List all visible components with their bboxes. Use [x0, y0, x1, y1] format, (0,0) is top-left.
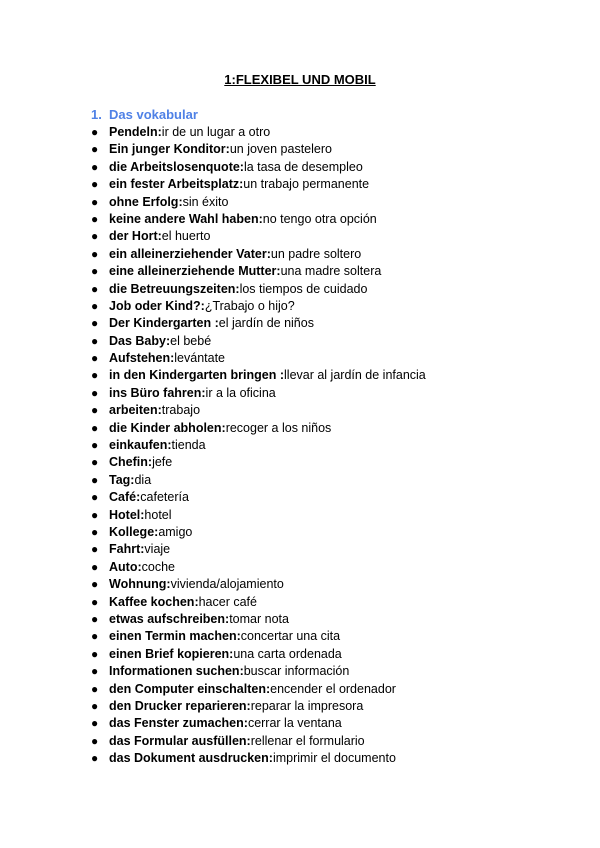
- german-term: ein alleinerziehender Vater:: [109, 246, 271, 261]
- german-term: Hotel:: [109, 507, 145, 522]
- spanish-translation: tienda: [171, 438, 206, 453]
- german-term: Chefin:: [109, 455, 153, 470]
- german-term: Aufstehen:: [109, 351, 175, 366]
- bullet-icon: ●: [91, 611, 99, 626]
- spanish-translation: reparar la impresora: [250, 698, 364, 713]
- german-term: Café:: [109, 490, 141, 505]
- bullet-icon: ●: [91, 455, 99, 470]
- spanish-translation: vivienda/alojamiento: [170, 577, 284, 592]
- vocab-entry: [109, 698, 363, 715]
- bullet-icon: ●: [91, 681, 99, 696]
- vocab-entry: [109, 594, 257, 611]
- bullet-icon: ●: [91, 177, 99, 192]
- spanish-translation: los tiempos de cuidado: [239, 281, 368, 296]
- german-term: ohne Erfolg:: [109, 194, 183, 209]
- spanish-translation: una carta ordenada: [233, 646, 342, 661]
- german-term: das Formular ausfüllen:: [109, 733, 251, 748]
- german-term: der Hort:: [109, 229, 162, 244]
- bullet-icon: ●: [91, 316, 99, 331]
- bullet-icon: ●: [91, 733, 99, 748]
- german-term: Der Kindergarten :: [109, 316, 219, 331]
- vocab-entry: [109, 350, 225, 367]
- spanish-translation: encender el ordenador: [270, 681, 396, 696]
- spanish-translation: hotel: [144, 507, 172, 522]
- vocab-entry: [109, 176, 369, 193]
- vocab-entry: [109, 524, 192, 541]
- spanish-translation: ir a la oficina: [205, 385, 276, 400]
- vocab-entry: [109, 315, 314, 332]
- vocab-entry: [109, 263, 381, 280]
- vocab-entry: [109, 159, 363, 176]
- bullet-icon: ●: [91, 577, 99, 592]
- spanish-translation: el bebé: [170, 333, 212, 348]
- bullet-icon: ●: [91, 716, 99, 731]
- german-term: das Fenster zumachen:: [109, 716, 248, 731]
- spanish-translation: levántate: [174, 351, 226, 366]
- vocab-entry: [109, 472, 151, 489]
- bullet-icon: ●: [91, 751, 99, 766]
- spanish-translation: un padre soltero: [270, 246, 362, 261]
- vocab-entry: [109, 715, 342, 732]
- german-term: einkaufen:: [109, 438, 172, 453]
- bullet-icon: ●: [91, 159, 99, 174]
- german-term: arbeiten:: [109, 403, 162, 418]
- german-term: keine andere Wahl haben:: [109, 211, 263, 226]
- vocab-entry: [109, 124, 270, 141]
- bullet-icon: ●: [91, 298, 99, 313]
- vocab-entry: [109, 281, 367, 298]
- bullet-icon: ●: [91, 542, 99, 557]
- german-term: Pendeln:: [109, 125, 162, 139]
- german-term: in den Kindergarten bringen :: [109, 368, 285, 383]
- vocab-entry: [109, 333, 211, 350]
- bullet-icon: ●: [91, 629, 99, 644]
- bullet-icon: ●: [91, 472, 99, 487]
- bullet-icon: ●: [91, 559, 99, 574]
- document-title: 1:FLEXIBEL UND MOBIL: [224, 72, 376, 87]
- vocab-entry: [109, 628, 340, 645]
- spanish-translation: jefe: [152, 455, 173, 470]
- bullet-icon: ●: [91, 524, 99, 539]
- spanish-translation: llevar al jardín de infancia: [284, 368, 426, 383]
- vocab-entry: [109, 507, 172, 524]
- vocab-entry: [109, 750, 396, 767]
- spanish-translation: buscar información: [243, 664, 350, 679]
- bullet-icon: ●: [91, 264, 99, 279]
- vocab-entry: [109, 541, 170, 558]
- german-term: Wohnung:: [109, 577, 171, 592]
- bullet-icon: ●: [91, 438, 99, 453]
- german-term: Ein junger Konditor:: [109, 142, 230, 157]
- german-term: ein fester Arbeitsplatz:: [109, 177, 244, 192]
- section-heading-text: Das vokabular: [109, 107, 198, 122]
- german-term: Tag:: [109, 472, 135, 487]
- spanish-translation: hacer café: [198, 594, 257, 609]
- german-term: eine alleinerziehende Mutter:: [109, 264, 281, 279]
- spanish-translation: imprimir el documento: [272, 751, 396, 766]
- spanish-translation: un trabajo permanente: [243, 177, 370, 192]
- vocab-entry: [109, 246, 361, 263]
- german-term: den Drucker reparieren:: [109, 698, 251, 713]
- spanish-translation: recoger a los niños: [225, 420, 332, 435]
- bullet-icon: ●: [91, 246, 99, 261]
- vocab-entry: [109, 611, 289, 628]
- vocab-entry: [109, 420, 331, 437]
- section-number: 1.: [91, 107, 102, 122]
- spanish-translation: ir de un lugar a otro: [161, 125, 271, 139]
- german-term: Job oder Kind?:: [109, 298, 205, 313]
- german-term: einen Termin machen:: [109, 629, 241, 644]
- section-heading: [91, 107, 198, 123]
- spanish-translation: amigo: [158, 524, 193, 539]
- vocab-entry: [109, 663, 349, 680]
- german-term: Auto:: [109, 559, 142, 574]
- vocab-entry: [109, 437, 206, 454]
- vocab-entry: [109, 733, 365, 750]
- spanish-translation: el jardín de niños: [218, 316, 314, 331]
- bullet-icon: ●: [91, 594, 99, 609]
- spanish-translation: la tasa de desempleo: [243, 159, 363, 174]
- spanish-translation: viaje: [144, 542, 171, 557]
- spanish-translation: cerrar la ventana: [247, 716, 342, 731]
- vocab-entry: [109, 681, 396, 698]
- german-term: den Computer einschalten:: [109, 681, 271, 696]
- bullet-icon: ●: [91, 333, 99, 348]
- spanish-translation: dia: [134, 472, 152, 487]
- german-term: einen Brief kopieren:: [109, 646, 234, 661]
- bullet-icon: ●: [91, 211, 99, 226]
- spanish-translation: tomar nota: [229, 611, 289, 626]
- german-term: Fahrt:: [109, 542, 145, 557]
- bullet-icon: ●: [91, 646, 99, 661]
- bullet-icon: ●: [91, 507, 99, 522]
- bullet-icon: ●: [91, 664, 99, 679]
- vocab-entry: [109, 298, 295, 315]
- bullet-icon: ●: [91, 385, 99, 400]
- spanish-translation: concertar una cita: [240, 629, 341, 644]
- vocab-entry: [109, 402, 200, 419]
- vocab-entry: [109, 559, 175, 576]
- bullet-icon: ●: [91, 420, 99, 435]
- bullet-icon: ●: [91, 229, 99, 244]
- vocab-entry: [109, 228, 210, 245]
- spanish-translation: un joven pastelero: [229, 142, 332, 157]
- german-term: die Arbeitslosenquote:: [109, 159, 244, 174]
- vocab-entry: [109, 141, 332, 158]
- german-term: Informationen suchen:: [109, 664, 244, 679]
- bullet-icon: ●: [91, 281, 99, 296]
- bullet-icon: ●: [91, 403, 99, 418]
- spanish-translation: el huerto: [161, 229, 211, 244]
- vocab-entry: [109, 194, 228, 211]
- bullet-icon: ●: [91, 142, 99, 157]
- vocab-entry: [109, 211, 377, 228]
- vocab-entry: [109, 489, 189, 506]
- german-term: ins Büro fahren:: [109, 385, 206, 400]
- spanish-translation: una madre soltera: [280, 264, 382, 279]
- spanish-translation: sin éxito: [182, 194, 229, 209]
- german-term: das Dokument ausdrucken:: [109, 751, 273, 766]
- bullet-icon: ●: [91, 351, 99, 366]
- spanish-translation: ¿Trabajo o hijo?: [204, 298, 295, 313]
- german-term: etwas aufschreiben:: [109, 611, 230, 626]
- bullet-icon: ●: [91, 125, 99, 139]
- vocab-entry: [109, 367, 426, 384]
- german-term: Kollege:: [109, 524, 159, 539]
- bullet-icon: ●: [91, 368, 99, 383]
- german-term: die Kinder abholen:: [109, 420, 226, 435]
- spanish-translation: coche: [141, 559, 175, 574]
- german-term: Das Baby:: [109, 333, 171, 348]
- vocab-entry: [109, 454, 172, 471]
- vocab-entry: [109, 646, 342, 663]
- spanish-translation: cafetería: [140, 490, 189, 505]
- spanish-translation: rellenar el formulario: [250, 733, 365, 748]
- spanish-translation: trabajo: [161, 403, 201, 418]
- vocab-entry: [109, 385, 276, 402]
- bullet-icon: ●: [91, 194, 99, 209]
- german-term: Kaffee kochen:: [109, 594, 199, 609]
- spanish-translation: no tengo otra opción: [262, 211, 377, 226]
- german-term: die Betreuungszeiten:: [109, 281, 240, 296]
- bullet-icon: ●: [91, 698, 99, 713]
- bullet-icon: ●: [91, 490, 99, 505]
- vocab-entry: [109, 576, 284, 593]
